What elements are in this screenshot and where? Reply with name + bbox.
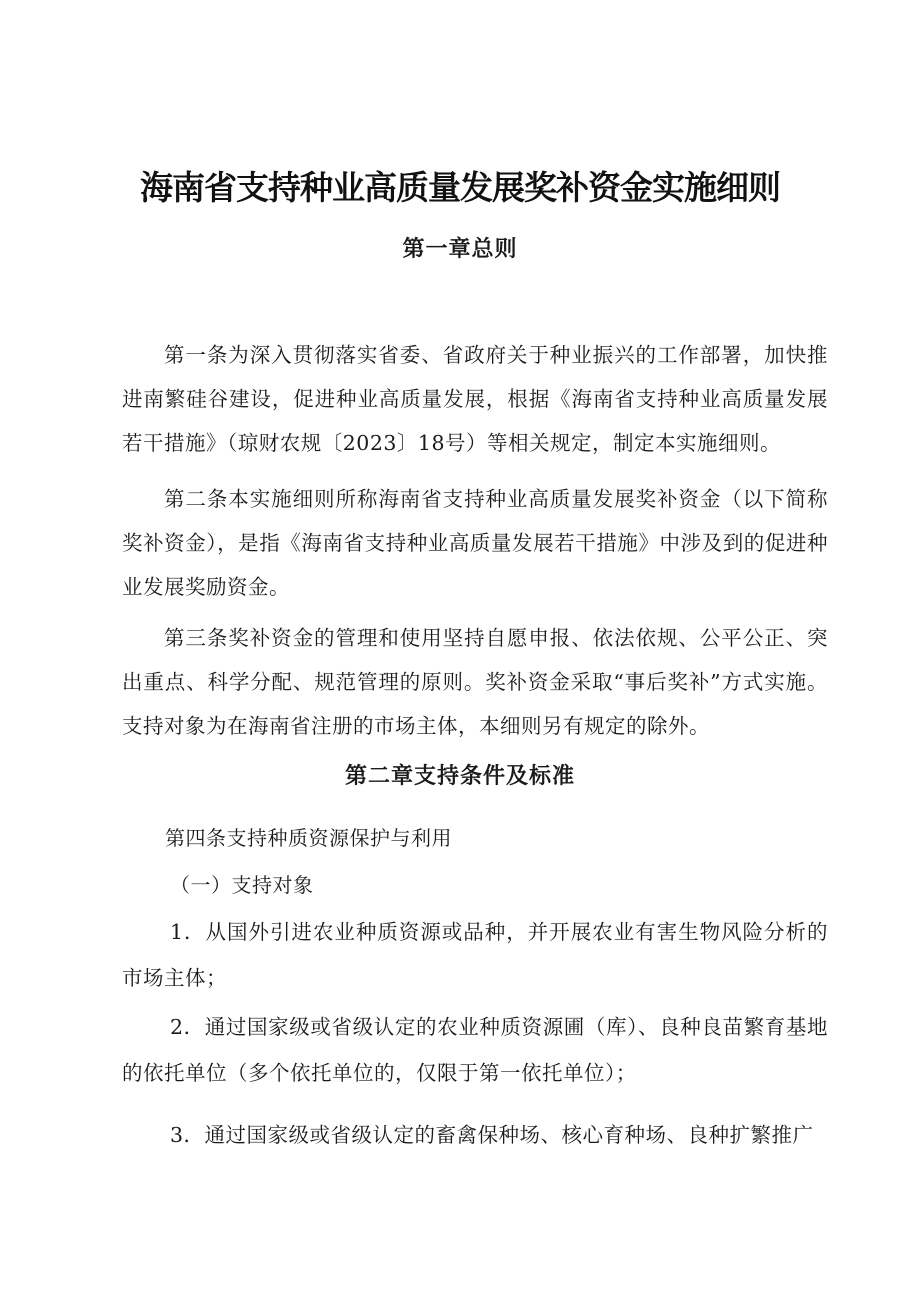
section-support-targets: （一）支持对象 <box>170 873 314 897</box>
list-item: 3．通过国家级或省级认定的畜禽保种场、核心育种场、良种扩繁推广 <box>170 1123 814 1147</box>
article-1-paragraph: 第一条为深入贯彻落实省委、省政府关于种业振兴的工作部署，加快推进南繁硅谷建设，促进种业高质量发展，根据《海南省支持种业高质量发展若干措施》（琼财农规〔2023〕18号）等相关规定，制定本实施细则。 <box>122 343 828 455</box>
document-title: 海南省支持种业高质量发展奖补资金实施细则 <box>140 168 780 207</box>
article-3-paragraph: 第三条奖补资金的管理和使用坚持自愿申报、依法依规、公平公正、突出重点、科学分配、规范管理的原则。奖补资金采取“事后奖补”方式实施。支持对象为在海南省注册的市场主体，本细则另有规定的除外。 <box>122 626 828 738</box>
article-2-paragraph: 第二条本实施细则所称海南省支持种业高质量发展奖补资金（以下简称奖补资金），是指《海南省支持种业高质量发展若干措施》中涉及到的促进种业发展奖励资金。 <box>122 487 828 599</box>
list-item: 1．从国外引进农业种质资源或品种，并开展农业有害生物风险分析的市场主体； <box>122 920 828 990</box>
chapter-1-heading: 第一章总则 <box>402 236 518 262</box>
chapter-2-heading: 第二章支持条件及标准 <box>344 763 575 789</box>
list-item: 2．通过国家级或省级认定的农业种质资源圃（库）、良种良苗繁育基地的依托单位（多个依托单位的，仅限于第一依托单位）； <box>122 1015 828 1085</box>
article-4-heading: 第四条支持种质资源保护与利用 <box>165 826 452 850</box>
